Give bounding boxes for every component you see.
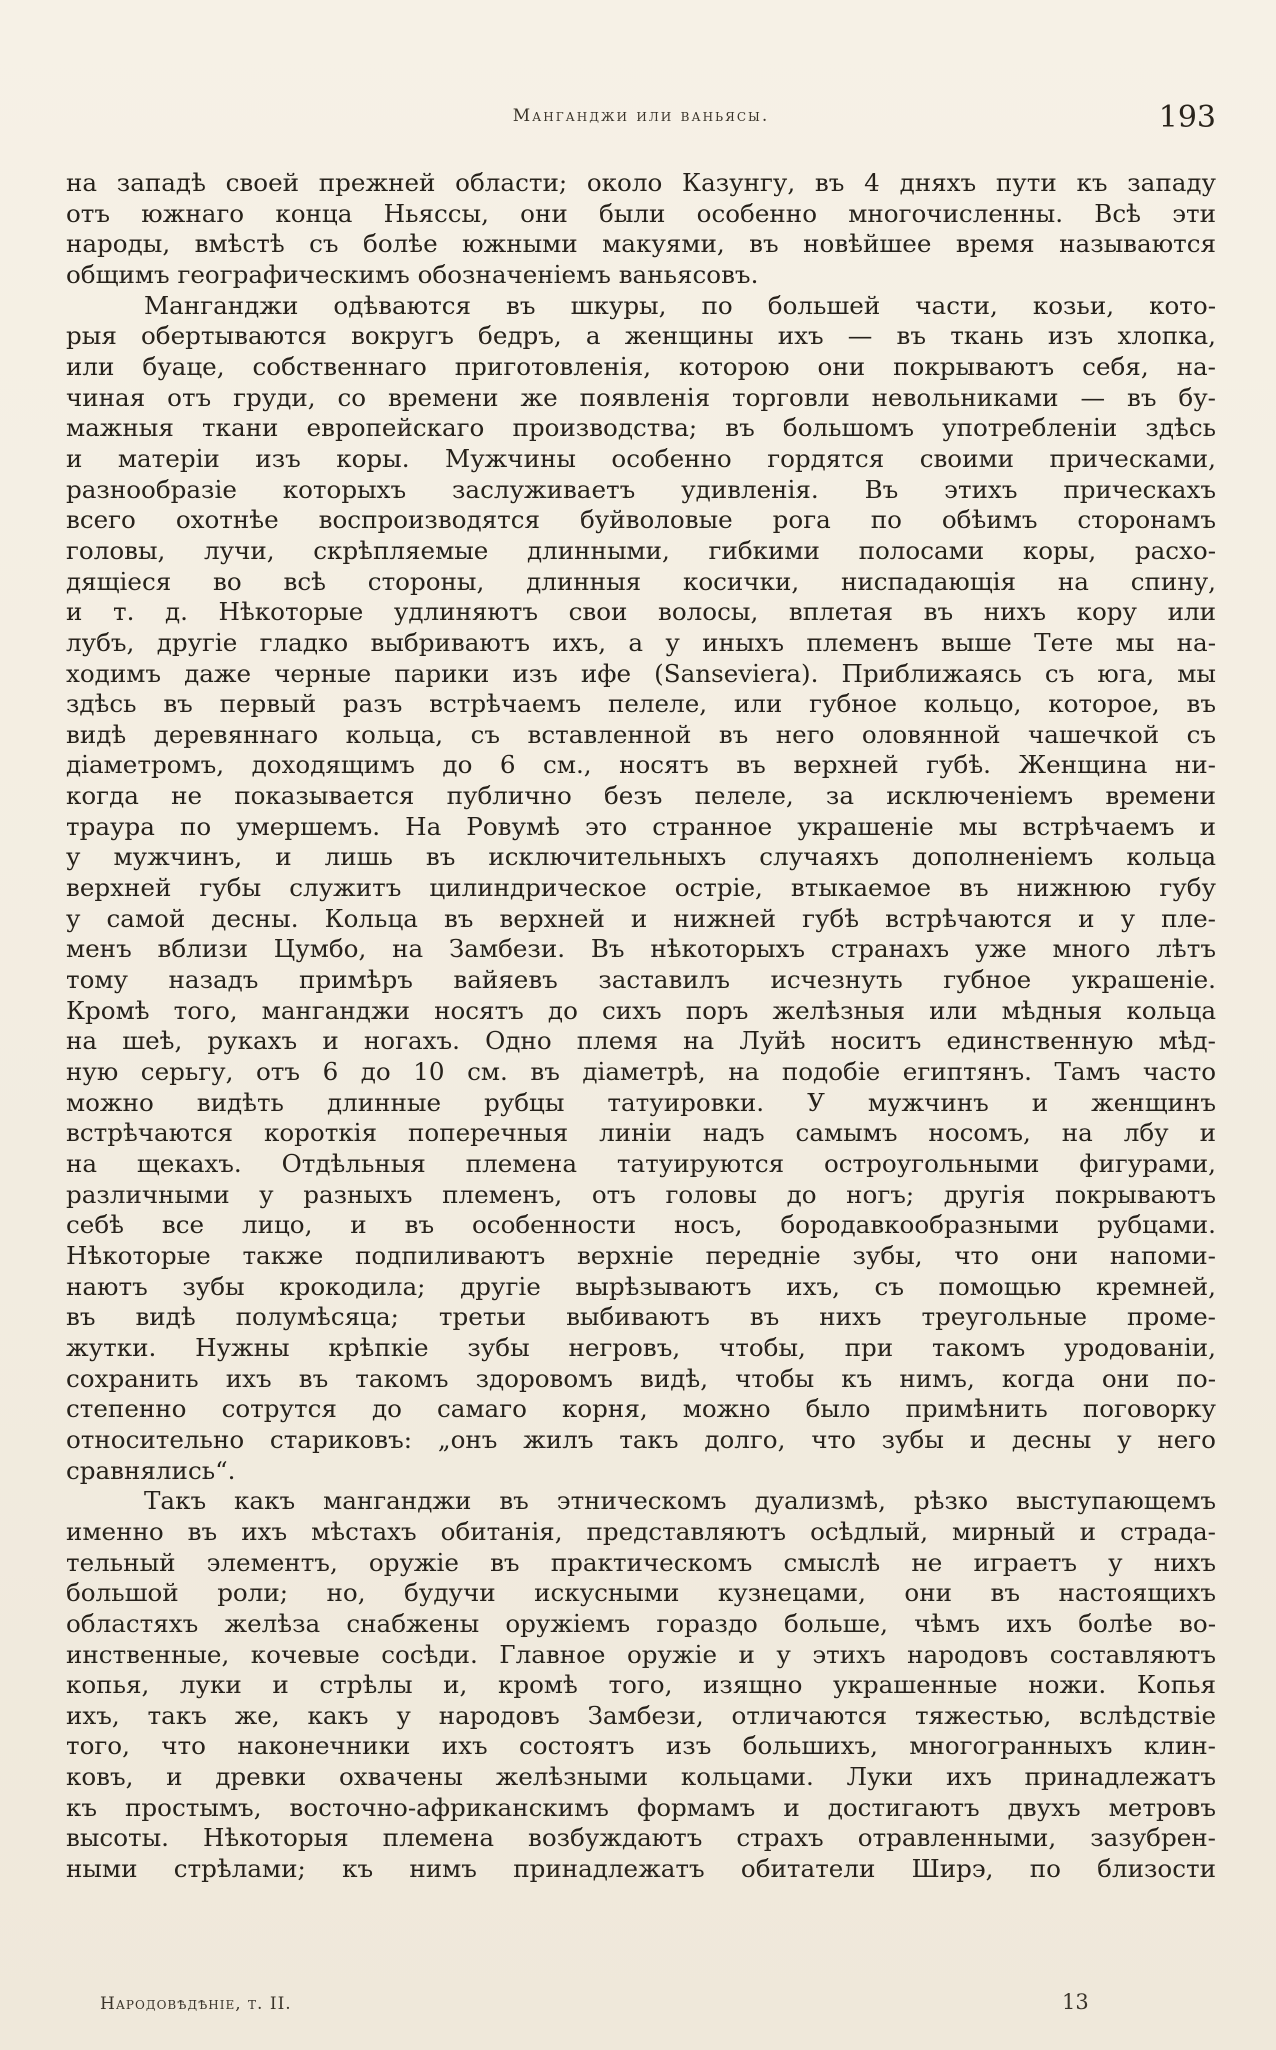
text-line: ную серьгу, отъ 6 до 10 см. въ діаметрѣ, на подобіе египтянъ. Тамъ часто	[66, 1057, 1216, 1087]
text-line: тому назадъ примѣръ вайяевъ заставилъ исчезнуть губное украшеніе.	[66, 965, 1216, 995]
text-line: чиная отъ груди, со времени же появленія торговли невольниками — въ бу-	[66, 382, 1216, 412]
text-line: отъ южнаго конца Ньяссы, они были особенно многочисленны. Всѣ эти	[66, 198, 1216, 228]
text-line: Кромѣ того, манганджи носятъ до сихъ поръ желѣзныя или мѣдныя кольца	[66, 995, 1216, 1025]
page-footer	[100, 1990, 1100, 2024]
text-line: въ видѣ полумѣсяца; третьи выбиваютъ въ нихъ треугольные проме-	[66, 1302, 1216, 1332]
text-line: Манганджи одѣваются въ шкуры, по большей части, козьи, кото-	[144, 290, 1216, 320]
text-line: встрѣчаются короткія поперечныя линіи надъ самымъ носомъ, на лбу и	[66, 1118, 1216, 1148]
text-line: траура по умершемъ. На Ровумѣ это странное украшеніе мы встрѣчаемъ и	[66, 811, 1216, 841]
text-line: можно видѣть длинные рубцы татуировки. У мужчинъ и женщинъ	[66, 1087, 1216, 1117]
text-line: ходимъ даже черные парики изъ ифе (Sanseviera). Приближаясь съ юга, мы	[66, 658, 1216, 688]
text-line: инственные, кочевые сосѣди. Главное оружіе и у этихъ народовъ составляютъ	[66, 1639, 1216, 1669]
text-line: рыя обертываются вокругъ бедръ, а женщины ихъ — въ ткань изъ хлопка,	[66, 321, 1216, 351]
text-line: тельный элементъ, оружіе въ практическомъ смыслѣ не играетъ у нихъ	[66, 1547, 1216, 1577]
text-line: верхней губы служитъ цилиндрическое остріе, втыкаемое въ нижнюю губу	[66, 873, 1216, 903]
text-line: Нѣкоторые также подпиливаютъ верхніе передніе зубы, что они напоми-	[66, 1240, 1216, 1270]
text-line: здѣсь въ первый разъ встрѣчаемъ пелеле, или губное кольцо, которое, въ	[66, 689, 1216, 719]
text-line: большой роли; но, будучи искусными кузнецами, они въ настоящихъ	[66, 1578, 1216, 1608]
text-line: когда не показывается публично безъ пелеле, за исключеніемъ времени	[66, 781, 1216, 811]
text-line: на западѣ своей прежней области; около Казунгу, въ 4 дняхъ пути къ западу	[66, 168, 1216, 197]
text-line: всего охотнѣе воспроизводятся буйволовые рога по обѣимъ сторонамъ	[66, 505, 1216, 535]
signature-title: Народовѣдѣніе, т. II.	[100, 1994, 292, 2014]
text-line: степенно сотрутся до самаго корня, можно было примѣнить поговорку	[66, 1394, 1216, 1424]
text-line: ихъ, такъ же, какъ у народовъ Замбези, отличаются тяжестью, вслѣдствіе	[66, 1700, 1216, 1730]
text-line: копья, луки и стрѣлы и, кромѣ того, изящно украшенные ножи. Копья	[66, 1670, 1216, 1700]
text-line: головы, лучи, скрѣпляемые длинными, гибкими полосами коры, расхо-	[66, 535, 1216, 565]
text-line: на шеѣ, рукахъ и ногахъ. Одно племя на Луйѣ носитъ единственную мѣд-	[66, 1026, 1216, 1056]
text-line: разнообразіе которыхъ заслуживаетъ удивленія. Въ этихъ прическахъ	[66, 474, 1216, 504]
text-line: сравнялись“.	[66, 1455, 236, 1485]
text-line: діаметромъ, доходящимъ до 6 см., носятъ въ верхней губѣ. Женщина ни-	[66, 750, 1216, 780]
text-line: или буаце, собственнаго приготовленія, которою они покрываютъ себя, на-	[66, 351, 1216, 381]
text-line: ковъ, и древки охвачены желѣзными кольцами. Луки ихъ принадлежатъ	[66, 1762, 1216, 1792]
text-line: къ простымъ, восточно-африканскимъ формамъ и достигаютъ двухъ метровъ	[66, 1792, 1216, 1822]
running-head	[66, 100, 1216, 140]
text-line: жутки. Нужны крѣпкіе зубы негровъ, чтобы, при такомъ уродованіи,	[66, 1332, 1216, 1362]
signature-mark: 13	[1062, 1990, 1089, 2014]
body-text	[66, 168, 1216, 1885]
text-line: различными у разныхъ племенъ, отъ головы до ногъ; другія покрываютъ	[66, 1179, 1216, 1209]
text-line: на щекахъ. Отдѣльныя племена татуируются остроугольными фигурами,	[66, 1149, 1216, 1178]
text-line: дящіеся во всѣ стороны, длинныя косички, ниспадающія на спину,	[66, 566, 1216, 596]
text-line: наютъ зубы крокодила; другіе вырѣзываютъ ихъ, съ помощью кремней,	[66, 1271, 1216, 1301]
text-line: именно въ ихъ мѣстахъ обитанія, представляютъ осѣдлый, мирный и страда-	[66, 1516, 1216, 1546]
text-line: ными стрѣлами; къ нимъ принадлежатъ обитатели Ширэ, по близости	[66, 1854, 1216, 1884]
text-line: относительно стариковъ: „онъ жилъ такъ долго, что зубы и десны у него	[66, 1424, 1216, 1454]
text-line: народы, вмѣстѣ съ болѣе южными макуями, въ новѣйшее время называются	[66, 229, 1216, 259]
text-line: у самой десны. Кольца въ верхней и нижней губѣ встрѣчаются и у пле-	[66, 903, 1216, 933]
page-number: 193	[1158, 100, 1216, 135]
text-line: областяхъ желѣза снабжены оружіемъ гораздо больше, чѣмъ ихъ болѣе во-	[66, 1608, 1216, 1638]
text-line: высоты. Нѣкоторыя племена возбуждаютъ страхъ отравленными, зазубрен-	[66, 1823, 1216, 1853]
text-line: сохранить ихъ въ такомъ здоровомъ видѣ, чтобы къ нимъ, когда они по-	[66, 1363, 1216, 1393]
text-line: мажныя ткани европейскаго производства; въ большомъ употребленіи здѣсь	[66, 413, 1216, 443]
text-line: Такъ какъ манганджи въ этническомъ дуализмѣ, рѣзко выступающемъ	[144, 1486, 1216, 1516]
text-line: лубъ, другіе гладко выбриваютъ ихъ, а у иныхъ племенъ выше Тете мы на-	[66, 627, 1216, 657]
text-line: у мужчинъ, и лишь въ исключительныхъ случаяхъ дополненіемъ кольца	[66, 842, 1216, 872]
text-line: общимъ географическимъ обозначеніемъ ваньясовъ.	[66, 259, 759, 289]
text-line: того, что наконечники ихъ состоятъ изъ большихъ, многогранныхъ клин-	[66, 1731, 1216, 1761]
text-line: и т. д. Нѣкоторые удлиняютъ свои волосы, вплетая въ нихъ кору или	[66, 597, 1216, 627]
text-line: и матеріи изъ коры. Мужчины особенно гордятся своими прическами,	[66, 443, 1216, 473]
text-line: видѣ деревяннаго кольца, съ вставленной въ него оловянной чашечкой съ	[66, 719, 1216, 749]
text-line: себѣ все лицо, и въ особенности носъ, бородавкообразными рубцами.	[66, 1210, 1216, 1240]
text-line: менъ вблизи Цумбо, на Замбези. Въ нѣкоторыхъ странахъ уже много лѣтъ	[66, 934, 1216, 964]
running-title: Манганджи или ваньясы.	[512, 106, 770, 126]
